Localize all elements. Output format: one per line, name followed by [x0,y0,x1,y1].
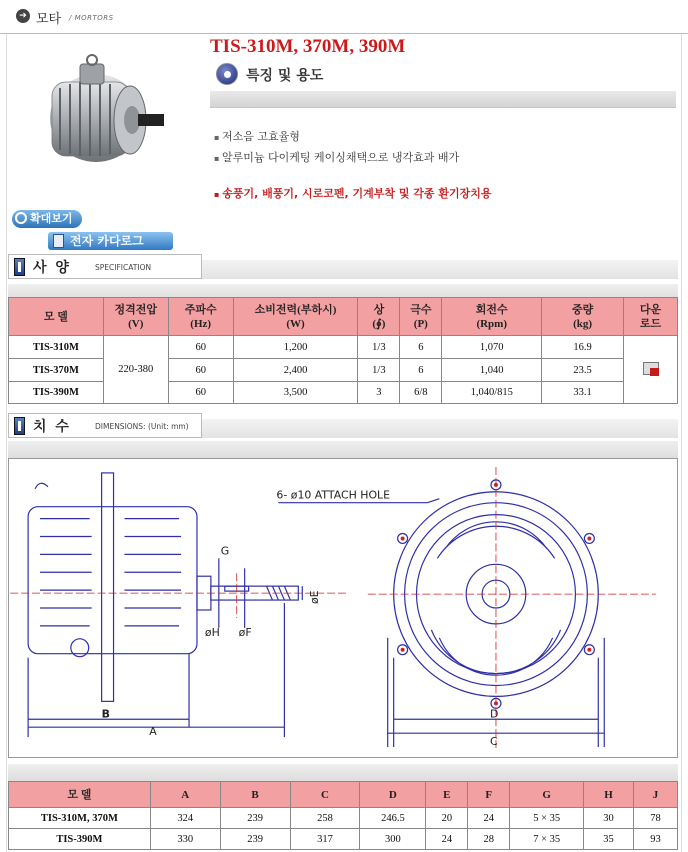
dim-top-strip [8,441,678,458]
value-cell: 24 [426,829,468,850]
value-cell: 239 [220,808,290,829]
header-cell: 모 델 [9,782,151,808]
dim-title: 치 수 [33,419,71,435]
model-cell: TIS-310M, 370M [9,808,151,829]
value-cell: 78 [634,808,678,829]
header-cell: 소비전력(부하시) (W) [233,298,358,336]
section-marker-icon [14,258,25,276]
e-catalog-button[interactable] [48,232,173,250]
watt-cell: 3,500 [233,382,358,404]
weight-cell: 16.9 [542,336,624,359]
value-cell: 300 [360,829,426,850]
magnifier-icon [15,212,27,224]
dim-label-d: D [490,707,499,721]
lead-wire [35,483,48,489]
side-cooling-fins [40,519,92,626]
value-cell: 28 [468,829,510,850]
header-cell: C [290,782,360,808]
feature-list [214,127,459,169]
watt-cell: 1,200 [233,336,358,359]
dim-label-e: øE [308,590,322,605]
header-cell: D [360,782,426,808]
table-row [9,336,678,359]
attach-hole-label: 6- ø10 ATTACH HOLE [276,488,391,502]
hz-cell: 60 [168,359,233,382]
download-cell[interactable] [624,336,678,404]
table-row [9,808,678,829]
phase-cell: 1/3 [358,336,400,359]
bullet-disc-icon [216,63,238,85]
hz-cell: 60 [168,382,233,404]
motor-product-photo [38,48,170,173]
phase-cell: 3 [358,382,400,404]
dim-subtitle: DIMENSIONS: (Unit: mm) [95,422,189,431]
model-cell: TIS-370M [9,359,104,382]
poles-cell: 6 [400,336,442,359]
dim-label-c: C [490,735,498,749]
header-cell: 주파수 (Hz) [168,298,233,336]
header-cell: J [634,782,678,808]
rpm-cell: 1,070 [442,336,542,359]
table-row [9,829,678,850]
dim-section-header [8,413,202,438]
value-cell: 30 [584,808,634,829]
zoom-button[interactable] [12,210,82,228]
header-cell: 정격전압 (V) [103,298,168,336]
dim-section-bar [202,419,678,438]
dim-label-g: G [220,544,230,558]
dim-label-h: øH [204,625,220,639]
poles-cell: 6/8 [400,382,442,404]
watt-cell: 2,400 [233,359,358,382]
hz-cell: 60 [168,336,233,359]
page-subtitle: / MORTORS [69,14,114,22]
feature-heading-text: 특징 및 용도 [246,68,324,84]
header-cell: 중량 (kg) [542,298,624,336]
frame-border-left [6,34,7,852]
arrow-right-icon: ➔ [16,9,30,23]
side-cooling-fins-right [124,519,181,626]
dim-label-f: øF [238,625,252,639]
header-cell: A [150,782,220,808]
model-cell: TIS-310M [9,336,104,359]
dim-label-b: B [101,707,110,721]
product-title: TIS-310M, 370M, 390M [210,36,406,57]
weight-cell: 33.1 [542,382,624,404]
value-cell: 324 [150,808,220,829]
header-cell: 회전수 (Rpm) [442,298,542,336]
header-cell: H [584,782,634,808]
spec-header-row [9,298,678,336]
download-icon[interactable] [643,362,659,375]
catalog-doc-icon [53,234,64,248]
header-cell: F [468,782,510,808]
value-cell: 330 [150,829,220,850]
dimension-drawing [8,458,678,758]
header-cell: 모 델 [9,298,104,336]
rpm-cell: 1,040/815 [442,382,542,404]
top-header [0,0,688,34]
value-cell: 239 [220,829,290,850]
weight-cell: 23.5 [542,359,624,382]
page-title: 모타 [36,12,62,27]
feature-item: ▪ 알루미늄 다이케팅 케이싱채택으로 냉각효과 배가 [214,148,459,169]
voltage-cell: 220-380 [103,336,168,404]
zoom-button-label: 확대보기 [30,212,73,225]
spec-title: 사 양 [33,260,71,276]
dimension-table [8,781,678,850]
value-cell: 35 [584,829,634,850]
applications-text: ▪ 송풍기, 배풍기, 시로코펜, 기계부착 및 각종 환기장치용 [214,185,492,201]
value-cell: 258 [290,808,360,829]
value-cell: 93 [634,829,678,850]
header-cell: B [220,782,290,808]
dim-header-row [9,782,678,808]
dim-table-top-strip [8,764,678,781]
e-catalog-button-label: 전자 카다로그 [70,234,144,248]
spec-table [8,297,678,404]
value-cell: 7 × 35 [510,829,584,850]
feature-heading-bar [210,91,676,108]
model-cell: TIS-390M [9,382,104,404]
dim-label-a: A [149,725,157,739]
side-view-body [28,507,197,654]
spec-subtitle: SPECIFICATION [95,263,152,272]
phase-cell: 1/3 [358,359,400,382]
value-cell: 317 [290,829,360,850]
value-cell: 5 × 35 [510,808,584,829]
poles-cell: 6 [400,359,442,382]
rpm-cell: 1,040 [442,359,542,382]
spec-section-bar [202,260,678,279]
spec-section-header [8,254,202,279]
model-cell: TIS-390M [9,829,151,850]
value-cell: 24 [468,808,510,829]
header-cell: 극수 (P) [400,298,442,336]
value-cell: 20 [426,808,468,829]
value-cell: 246.5 [360,808,426,829]
header-cell: 상 (∮) [358,298,400,336]
feature-item: ▪ 저소음 고효율형 [214,127,459,148]
section-marker-icon [14,417,25,435]
frame-border-right [681,34,682,852]
header-cell: 다운 로드 [624,298,678,336]
header-cell: G [510,782,584,808]
header-cell: E [426,782,468,808]
